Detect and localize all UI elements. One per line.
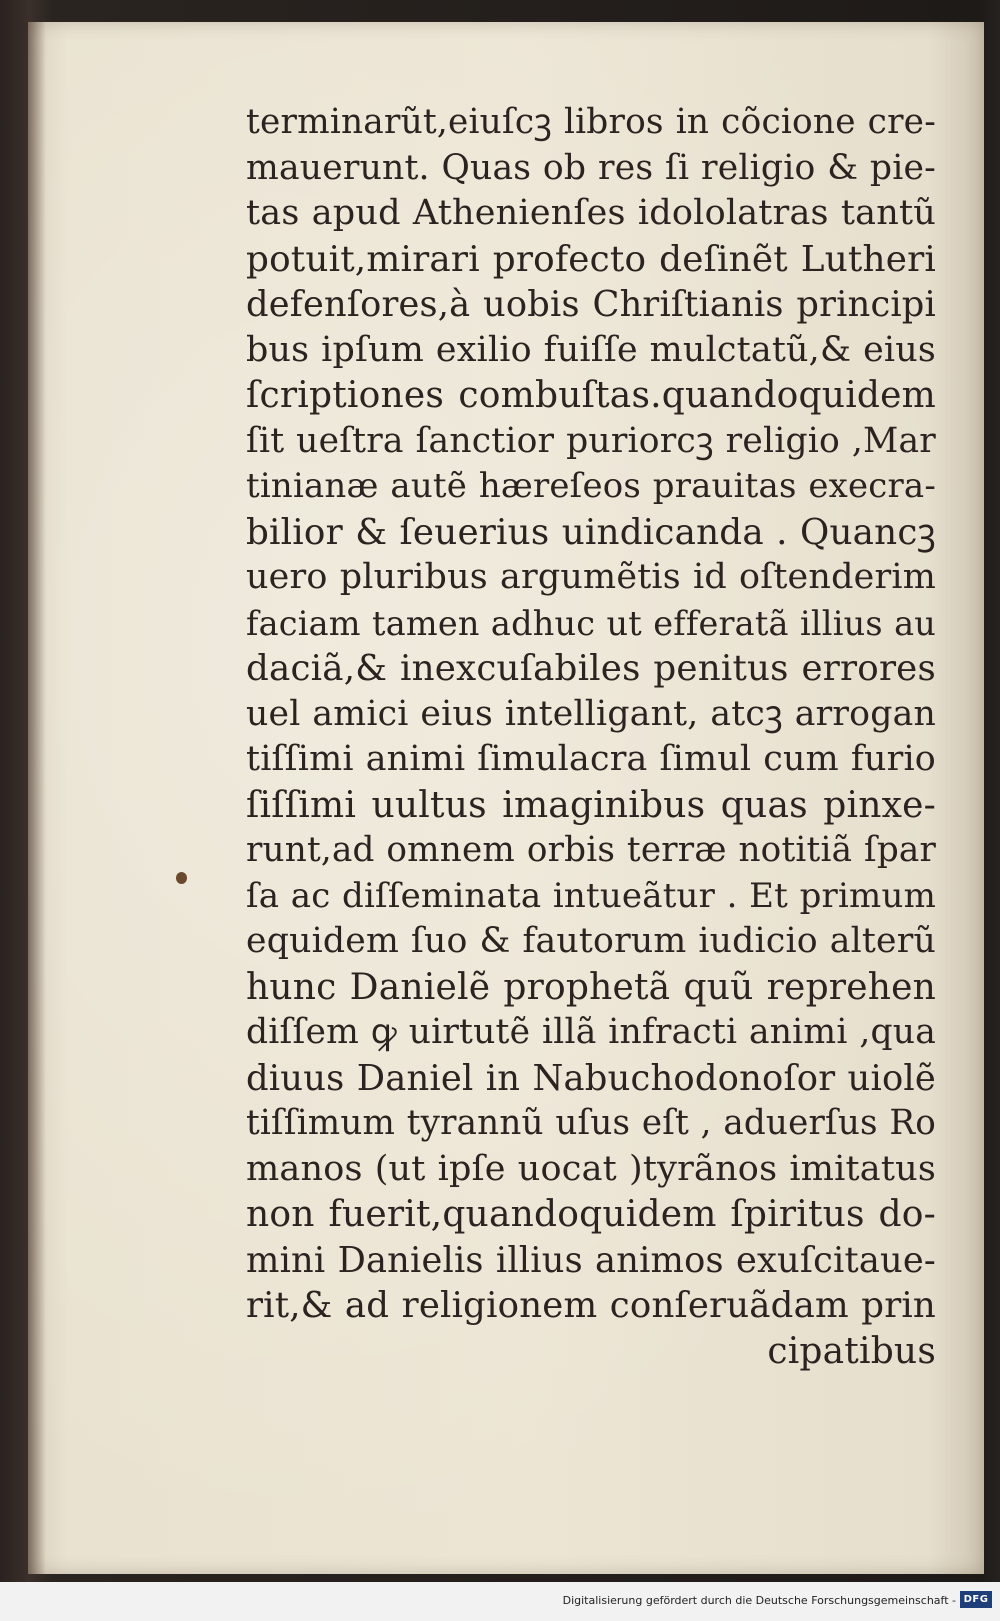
ink-speck bbox=[176, 872, 187, 884]
funding-credit: Digitalisierung gefördert durch die Deutsche Forschungsgemeinschaft - bbox=[562, 1594, 956, 1607]
text-line: ſcriptiones combuſtas.quandoquidem bbox=[246, 375, 936, 416]
text-line: hunc Danielẽ prophetã quũ reprehen bbox=[246, 966, 936, 1008]
text-line: diuus Daniel in Nabuchodonoſor uiolẽ bbox=[246, 1057, 936, 1099]
text-line: diſſem ꝙ uirtutẽ illã infracti animi ,qua bbox=[246, 1012, 936, 1052]
text-line: potuit,mirari profecto deſinẽt Lutheri bbox=[246, 238, 936, 280]
book-page bbox=[28, 22, 984, 1574]
text-line: uero pluribus argumẽtis id oſtenderim bbox=[246, 557, 936, 597]
text-line: faciam tamen adhuc ut efferatã illius au bbox=[246, 603, 936, 643]
text-line: ſa ac diſſeminata intueãtur . Et primum bbox=[246, 875, 936, 916]
text-line: manos (ut ipſe uocat )tyrãnos imitatus bbox=[246, 1148, 936, 1189]
text-line: defenſores,à uobis Chriſtianis principi bbox=[246, 284, 936, 325]
text-line: tas apud Athenienſes idololatras tantũ bbox=[246, 193, 936, 233]
digitization-footer bbox=[0, 1582, 1000, 1621]
text-line: tiſſimi animi ſimulacra ſimul cum furio bbox=[246, 739, 936, 779]
text-line: ſiſſimi uultus imaginibus quas pinxe- bbox=[246, 784, 936, 826]
text-line: rit,& ad religionem conſeruãdam prin bbox=[246, 1285, 936, 1326]
text-line: equidem ſuo & fautorum iudicio alterũ bbox=[246, 921, 936, 961]
text-line: mauerunt. Quas ob res ſi religio & pie- bbox=[246, 147, 936, 188]
text-line: ſit ueſtra ſanctior puriorcꝫ religio ,Mar bbox=[246, 420, 936, 461]
page-text bbox=[246, 100, 936, 1374]
text-line: non fuerit,quandoquidem ſpiritus do- bbox=[246, 1194, 936, 1235]
text-line: bus ipſum exilio fuiſſe mulctatũ,& eius bbox=[246, 329, 936, 370]
dfg-logo: DFG bbox=[960, 1591, 992, 1608]
text-line: daciã,& inexcuſabiles penitus errores bbox=[246, 648, 936, 689]
text-line: tinianæ autẽ hæreſeos prauitas execra- bbox=[246, 466, 936, 506]
catchword: cipatibus bbox=[767, 1330, 936, 1372]
text-line: mini Danielis illius animos exuſcitaue- bbox=[246, 1239, 936, 1281]
text-line: terminarũt,eiuſcꝫ libros in cõcione cre- bbox=[246, 102, 936, 142]
text-line: runt,ad omnem orbis terræ notitiã ſpar bbox=[246, 830, 936, 870]
text-line: uel amici eius intelligant, atcꝫ arrogan bbox=[246, 693, 936, 734]
spine-shadow bbox=[28, 22, 46, 1574]
text-line: bilior & ſeuerius uindicanda . Quancꝫ bbox=[246, 511, 936, 553]
text-line: tiſſimum tyrannũ uſus eſt , aduerſus Ro bbox=[246, 1103, 936, 1143]
